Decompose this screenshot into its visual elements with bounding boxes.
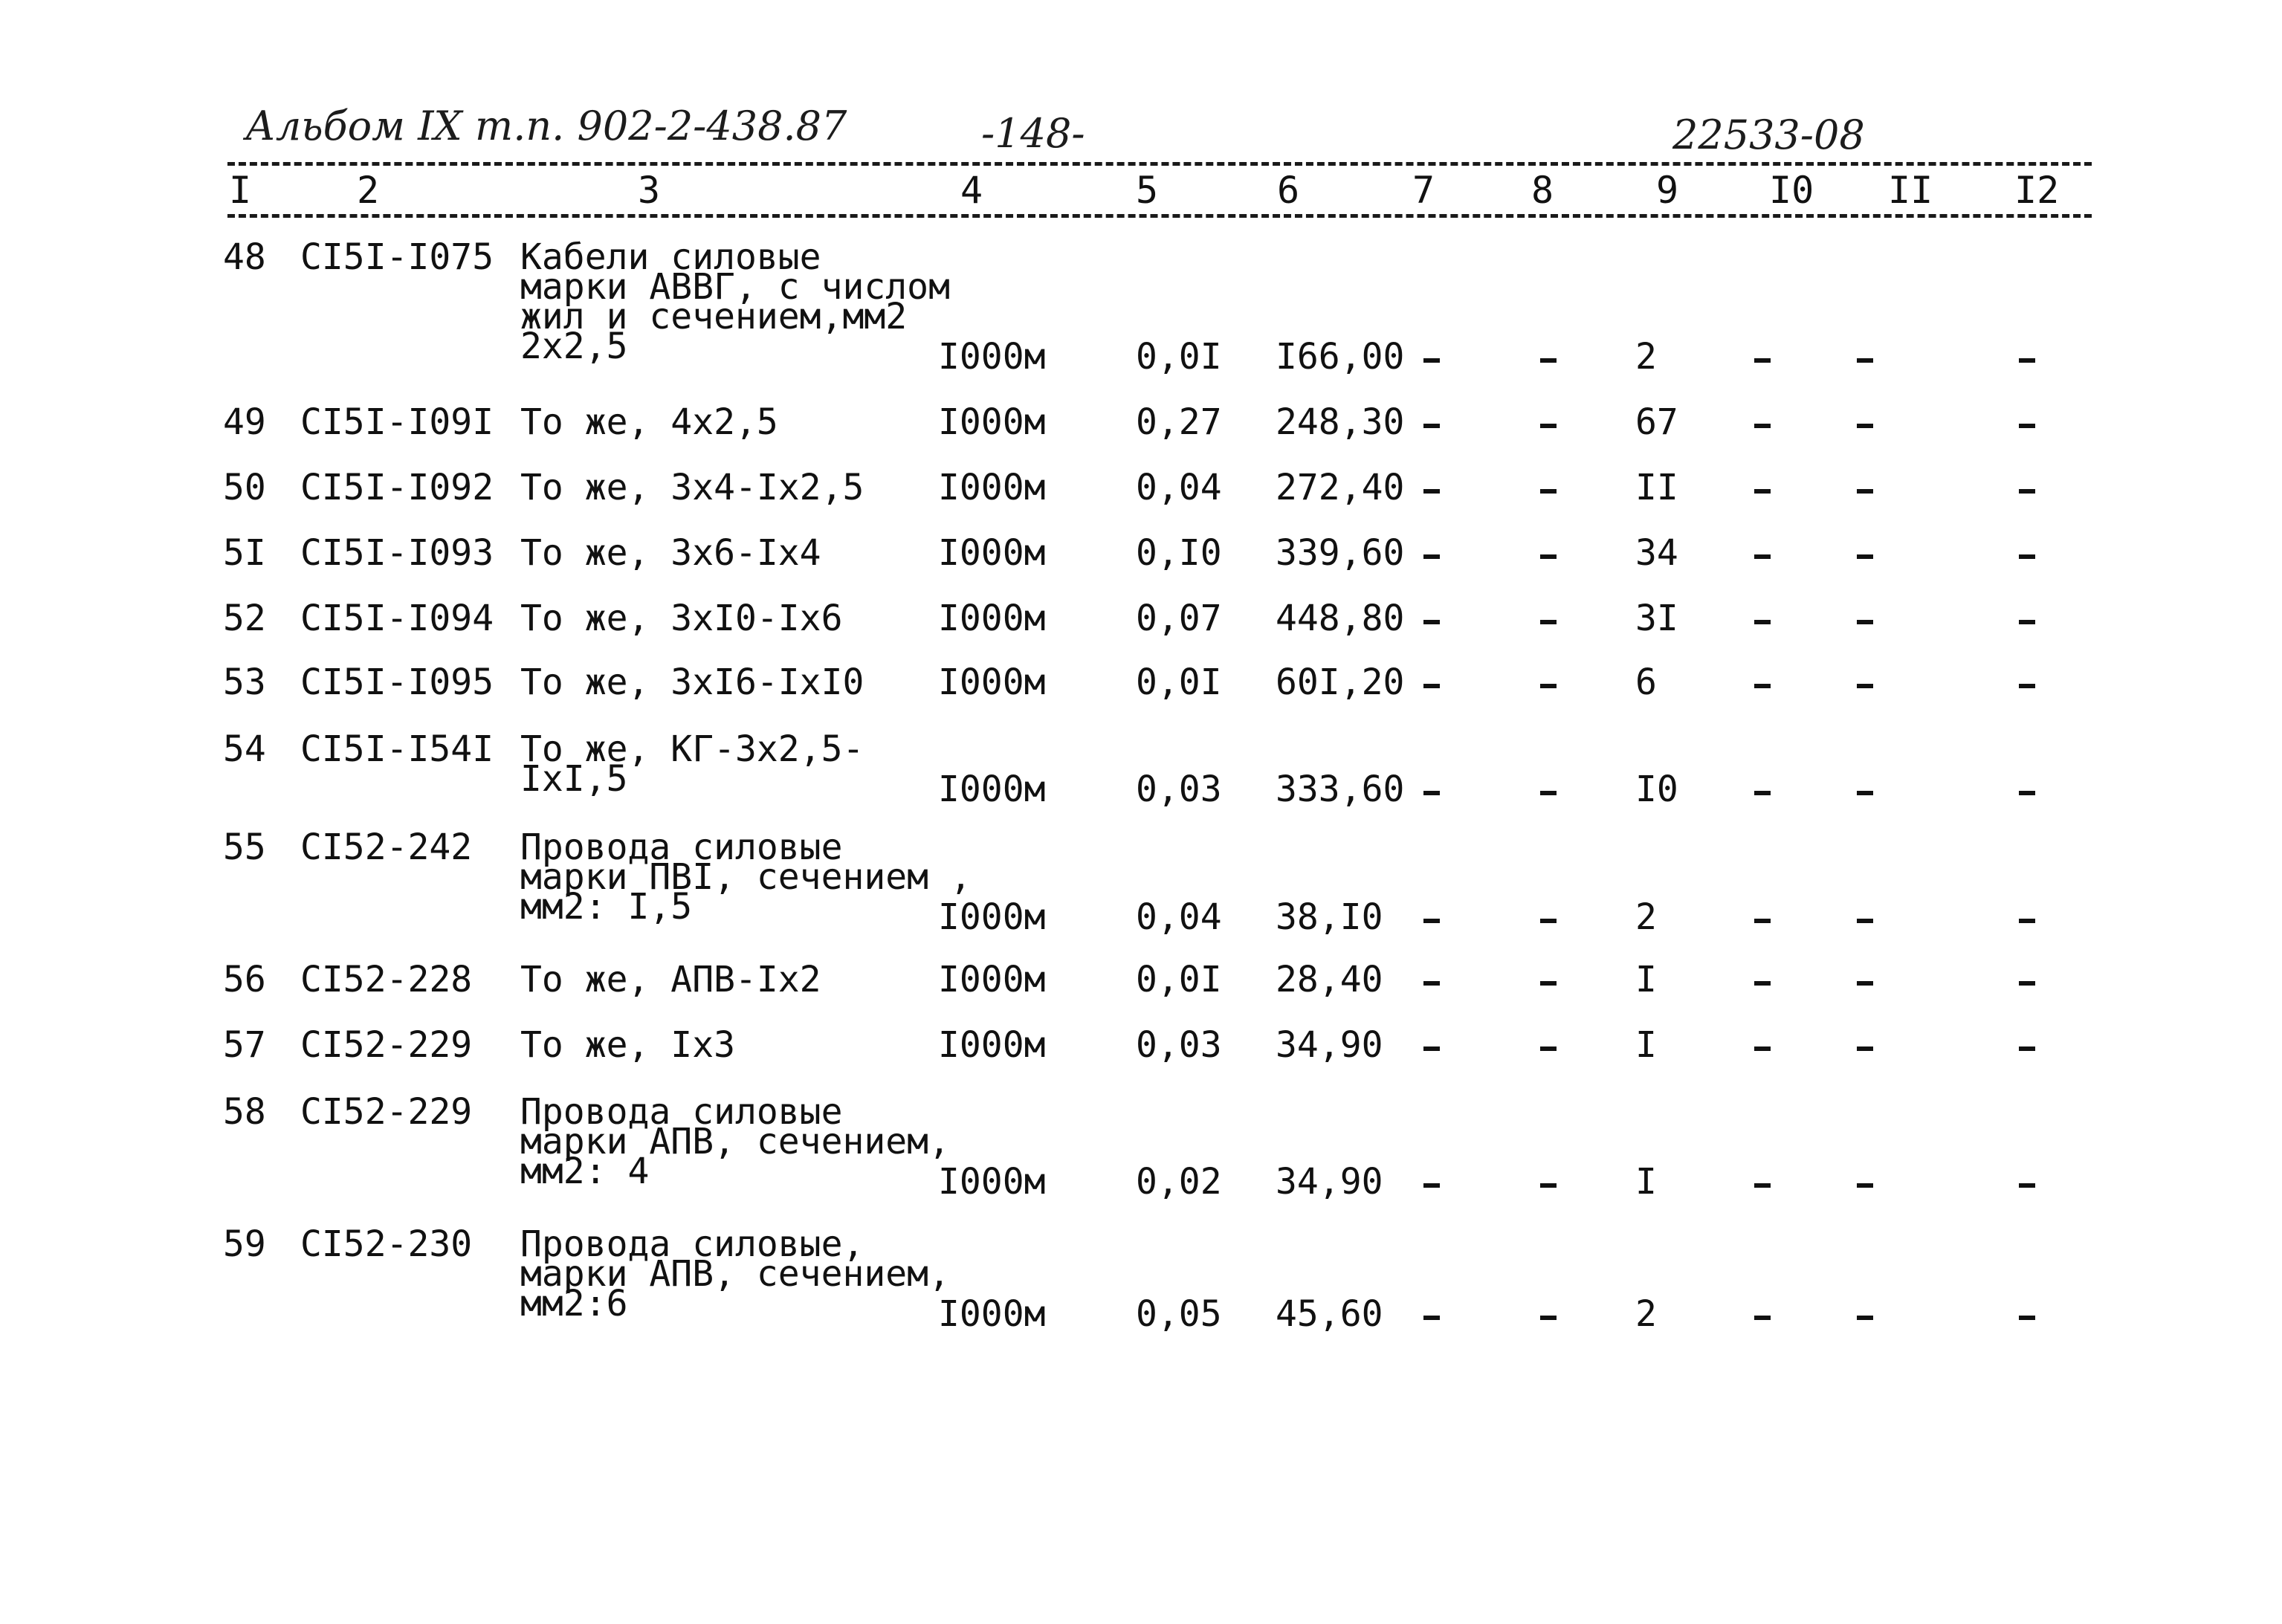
row-number: 50 [223,467,266,508]
unit-of-measure: I000м [938,467,1046,508]
column-9-value: 67 [1635,401,1678,443]
empty-dash-c8 [1540,791,1557,795]
unit-price: 333,60 [1276,769,1405,810]
column-9-value: 6 [1635,661,1657,703]
item-description [520,598,843,639]
row-number: 49 [223,401,266,443]
row-number: 57 [223,1024,266,1066]
description-line: марки ПВI, сечением , [520,856,972,898]
quantity: 0,0I [1136,336,1222,378]
empty-dash-c10 [1754,489,1771,494]
item-description [520,826,972,928]
estimate-code: CI5I-I075 [300,236,494,278]
empty-dash-c12 [2019,489,2035,494]
unit-price: 45,60 [1276,1293,1383,1335]
description-line: марки АПВ, сечением, [520,1253,950,1295]
quantity: 0,02 [1136,1161,1222,1203]
description-line: Кабели силовые [520,236,821,278]
row-number: 59 [223,1223,266,1265]
estimate-code: CI5I-I095 [300,661,494,703]
quantity: 0,I0 [1136,532,1222,574]
empty-dash-c8 [1540,424,1557,428]
column-9-value: 3I [1635,598,1678,639]
item-description [520,959,821,1000]
empty-dash-c10 [1754,554,1771,559]
column-number: 7 [1412,169,1435,212]
empty-dash-c12 [2019,919,2035,923]
unit-of-measure: I000м [938,532,1046,574]
empty-dash-c8 [1540,554,1557,559]
description-line: То же, 3x6-Ix4 [520,532,821,574]
empty-dash-c12 [2019,981,2035,986]
header-bottom-rule [227,214,2092,218]
unit-of-measure: I000м [938,896,1046,938]
unit-price: 28,40 [1276,959,1383,1000]
unit-of-measure: I000м [938,401,1046,443]
item-description [520,1091,950,1192]
column-9-value: 2 [1635,896,1657,938]
description-line: марки АВВГ, с числом [520,266,950,308]
empty-dash-c10 [1754,1316,1771,1320]
description-line: То же, КГ-3x2,5- [520,728,864,770]
estimate-code: CI5I-I54I [300,728,494,770]
quantity: 0,27 [1136,401,1222,443]
description-line: То же, 3xI6-IxI0 [520,661,864,703]
description-line: 2x2,5 [520,326,628,367]
row-number: 58 [223,1091,266,1133]
item-description [520,467,864,508]
description-line: То же, АПВ-Ix2 [520,959,821,1000]
column-9-value: I0 [1635,769,1678,810]
column-9-value: 2 [1635,1293,1657,1335]
unit-price: 339,60 [1276,532,1405,574]
description-line: То же, 4x2,5 [520,401,778,443]
empty-dash-c8 [1540,358,1557,363]
empty-dash-c10 [1754,981,1771,986]
column-9-value: I [1635,1161,1657,1203]
quantity: 0,04 [1136,467,1222,508]
empty-dash-c11 [1857,919,1873,923]
row-number: 53 [223,661,266,703]
empty-dash-c11 [1857,1046,1873,1051]
description-line: IxI,5 [520,758,628,800]
empty-dash-c7 [1423,424,1440,428]
description-line: То же, 3x4-Ix2,5 [520,467,864,508]
unit-price: 34,90 [1276,1024,1383,1066]
column-number: I0 [1769,169,1814,212]
item-description [520,236,950,367]
column-9-value: I [1635,959,1657,1000]
quantity: 0,05 [1136,1293,1222,1335]
column-number: I [229,169,252,212]
empty-dash-c8 [1540,981,1557,986]
unit-of-measure: I000м [938,598,1046,639]
unit-price: 448,80 [1276,598,1405,639]
empty-dash-c11 [1857,424,1873,428]
estimate-code: CI52-229 [300,1024,473,1066]
page-number: -148- [981,110,1085,157]
row-number: 48 [223,236,266,278]
unit-price: 38,I0 [1276,896,1383,938]
unit-price: 60I,20 [1276,661,1405,703]
row-number: 52 [223,598,266,639]
empty-dash-c10 [1754,620,1771,624]
empty-dash-c12 [2019,1046,2035,1051]
empty-dash-c12 [2019,684,2035,688]
unit-price: 272,40 [1276,467,1405,508]
empty-dash-c7 [1423,1183,1440,1188]
description-line: жил и сечением,мм2 [520,296,908,337]
empty-dash-c11 [1857,791,1873,795]
empty-dash-c11 [1857,554,1873,559]
column-9-value: 34 [1635,532,1678,574]
unit-price: 34,90 [1276,1161,1383,1203]
empty-dash-c11 [1857,489,1873,494]
description-line: Провода силовые [520,1091,843,1133]
item-description [520,728,864,800]
empty-dash-c7 [1423,489,1440,494]
description-line: марки АПВ, сечением, [520,1121,950,1162]
empty-dash-c11 [1857,358,1873,363]
estimate-code: CI5I-I092 [300,467,494,508]
unit-of-measure: I000м [938,1024,1046,1066]
unit-of-measure: I000м [938,1161,1046,1203]
empty-dash-c7 [1423,791,1440,795]
row-number: 55 [223,826,266,868]
empty-dash-c8 [1540,1183,1557,1188]
empty-dash-c8 [1540,620,1557,624]
unit-of-measure: I000м [938,661,1046,703]
empty-dash-c10 [1754,919,1771,923]
description-line: Провода силовые [520,826,843,868]
quantity: 0,0I [1136,959,1222,1000]
empty-dash-c10 [1754,424,1771,428]
quantity: 0,0I [1136,661,1222,703]
quantity: 0,03 [1136,1024,1222,1066]
item-description [520,532,821,574]
item-description [520,401,778,443]
estimate-code: CI5I-I094 [300,598,494,639]
empty-dash-c7 [1423,620,1440,624]
empty-dash-c11 [1857,1316,1873,1320]
description-line: Провода силовые, [520,1223,864,1265]
estimate-code: CI5I-I093 [300,532,494,574]
column-number: 4 [960,169,983,212]
estimate-code: CI52-230 [300,1223,473,1265]
empty-dash-c8 [1540,489,1557,494]
column-number: 5 [1136,169,1159,212]
column-number: 6 [1277,169,1300,212]
empty-dash-c8 [1540,1046,1557,1051]
estimate-code: CI52-242 [300,826,473,868]
column-9-value: 2 [1635,336,1657,378]
empty-dash-c11 [1857,1183,1873,1188]
empty-dash-c12 [2019,791,2035,795]
column-9-value: I [1635,1024,1657,1066]
estimate-code: CI52-228 [300,959,473,1000]
empty-dash-c11 [1857,620,1873,624]
document-code: 22533-08 [1672,111,1865,158]
empty-dash-c7 [1423,684,1440,688]
column-number: 3 [638,169,661,212]
empty-dash-c7 [1423,1046,1440,1051]
empty-dash-c7 [1423,981,1440,986]
empty-dash-c7 [1423,358,1440,363]
quantity: 0,03 [1136,769,1222,810]
item-description [520,1024,735,1066]
description-line: мм2: 4 [520,1151,650,1192]
empty-dash-c7 [1423,919,1440,923]
unit-of-measure: I000м [938,769,1046,810]
estimate-code: CI5I-I09I [300,401,494,443]
empty-dash-c10 [1754,358,1771,363]
empty-dash-c8 [1540,1316,1557,1320]
column-number: II [1888,169,1933,212]
empty-dash-c10 [1754,1183,1771,1188]
description-line: То же, 3xI0-Ix6 [520,598,843,639]
description-line: мм2:6 [520,1283,628,1324]
empty-dash-c12 [2019,424,2035,428]
header-top-rule [227,162,2092,166]
description-line: То же, Ix3 [520,1024,735,1066]
quantity: 0,07 [1136,598,1222,639]
row-number: 5I [223,532,266,574]
empty-dash-c12 [2019,1316,2035,1320]
unit-of-measure: I000м [938,959,1046,1000]
empty-dash-c8 [1540,684,1557,688]
empty-dash-c10 [1754,684,1771,688]
description-line: мм2: I,5 [520,886,693,928]
column-number: 2 [357,169,380,212]
quantity: 0,04 [1136,896,1222,938]
unit-of-measure: I000м [938,1293,1046,1335]
empty-dash-c10 [1754,791,1771,795]
empty-dash-c8 [1540,919,1557,923]
empty-dash-c12 [2019,358,2035,363]
empty-dash-c7 [1423,554,1440,559]
column-number: 8 [1531,169,1554,212]
item-description [520,661,864,703]
empty-dash-c7 [1423,1316,1440,1320]
empty-dash-c10 [1754,1046,1771,1051]
empty-dash-c11 [1857,684,1873,688]
unit-price: 248,30 [1276,401,1405,443]
empty-dash-c12 [2019,1183,2035,1188]
column-number: I2 [2014,169,2060,212]
empty-dash-c12 [2019,554,2035,559]
column-number: 9 [1656,169,1679,212]
unit-of-measure: I000м [938,336,1046,378]
album-reference: Альбом IX т.п. 902-2-438.87 [245,103,847,149]
estimate-code: CI52-229 [300,1091,473,1133]
empty-dash-c12 [2019,620,2035,624]
column-9-value: II [1635,467,1678,508]
row-number: 54 [223,728,266,770]
unit-price: I66,00 [1276,336,1405,378]
item-description [520,1223,950,1324]
row-number: 56 [223,959,266,1000]
empty-dash-c11 [1857,981,1873,986]
